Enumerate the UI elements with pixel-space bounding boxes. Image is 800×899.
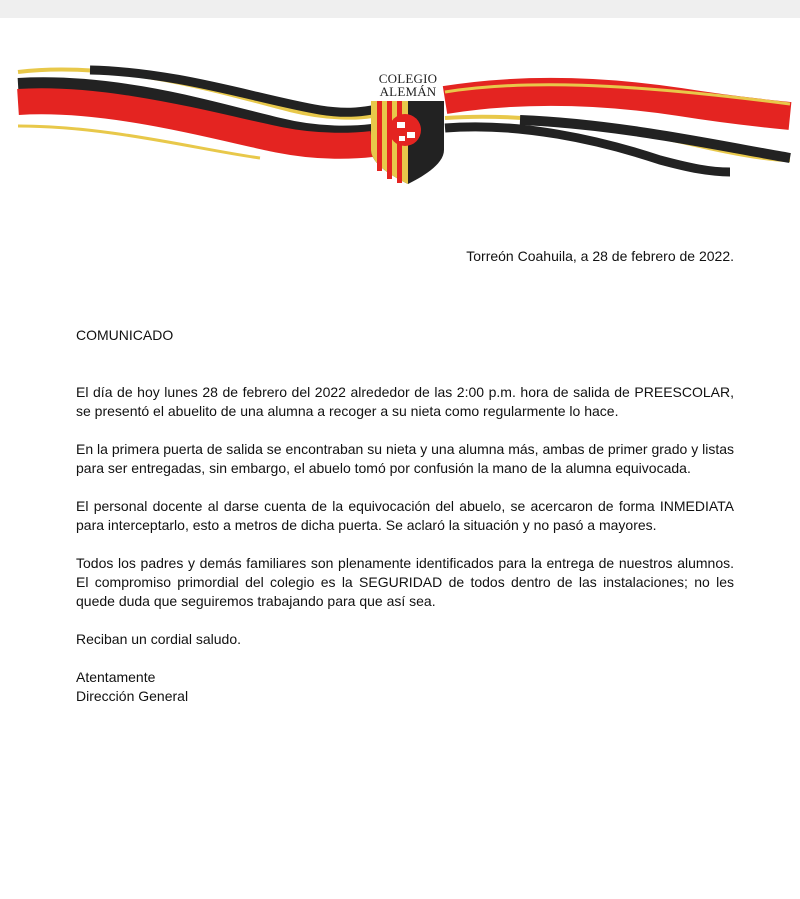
letter-date: Torreón Coahuila, a 28 de febrero de 2022. — [466, 248, 734, 264]
top-bar — [0, 0, 800, 18]
letter-title: COMUNICADO — [76, 327, 174, 343]
logo-line-1: COLEGIO — [378, 71, 438, 86]
closing-line: Atentamente — [76, 669, 156, 685]
paragraph: Todos los padres y demás familiares son plenamente identificados para la entrega de nuestros alumnos. El compromiso primordial del colegio es la SEGURIDAD de todos dentro de las instalaciones; no les quede duda que seguiremos trabajando para que así sea. — [76, 555, 734, 609]
paragraph: Reciban un cordial saludo. — [76, 631, 241, 647]
school-logo-text — [372, 72, 444, 98]
right-ribbon — [445, 85, 790, 172]
paragraph: El día de hoy lunes 28 de febrero del 2022 alrededor de las 2:00 p.m. hora de salida de PREESCOLAR, se presentó el abuelito de una alumna a recoger a su nieta como regularmente lo hace. — [76, 384, 734, 419]
left-ribbon — [18, 70, 372, 158]
signatory: Dirección General — [76, 688, 189, 704]
logo-line-2: ALEMÁN — [379, 84, 437, 99]
letter-body — [76, 326, 734, 706]
paragraph: El personal docente al darse cuenta de la equivocación del abuelo, se acercaron de forma INMEDIATA para interceptarlo, esto a metros de dicha puerta. Se aclaró la situación y no pasó a mayores. — [76, 498, 734, 533]
school-shield — [371, 101, 444, 184]
paragraph: En la primera puerta de salida se encontraban su nieta y una alumna más, ambas de primer grado y listas para ser entregadas, sin embargo, el abuelo tomó por confusión la mano de la alumna equivocada. — [76, 441, 734, 476]
signature-block — [76, 668, 734, 706]
